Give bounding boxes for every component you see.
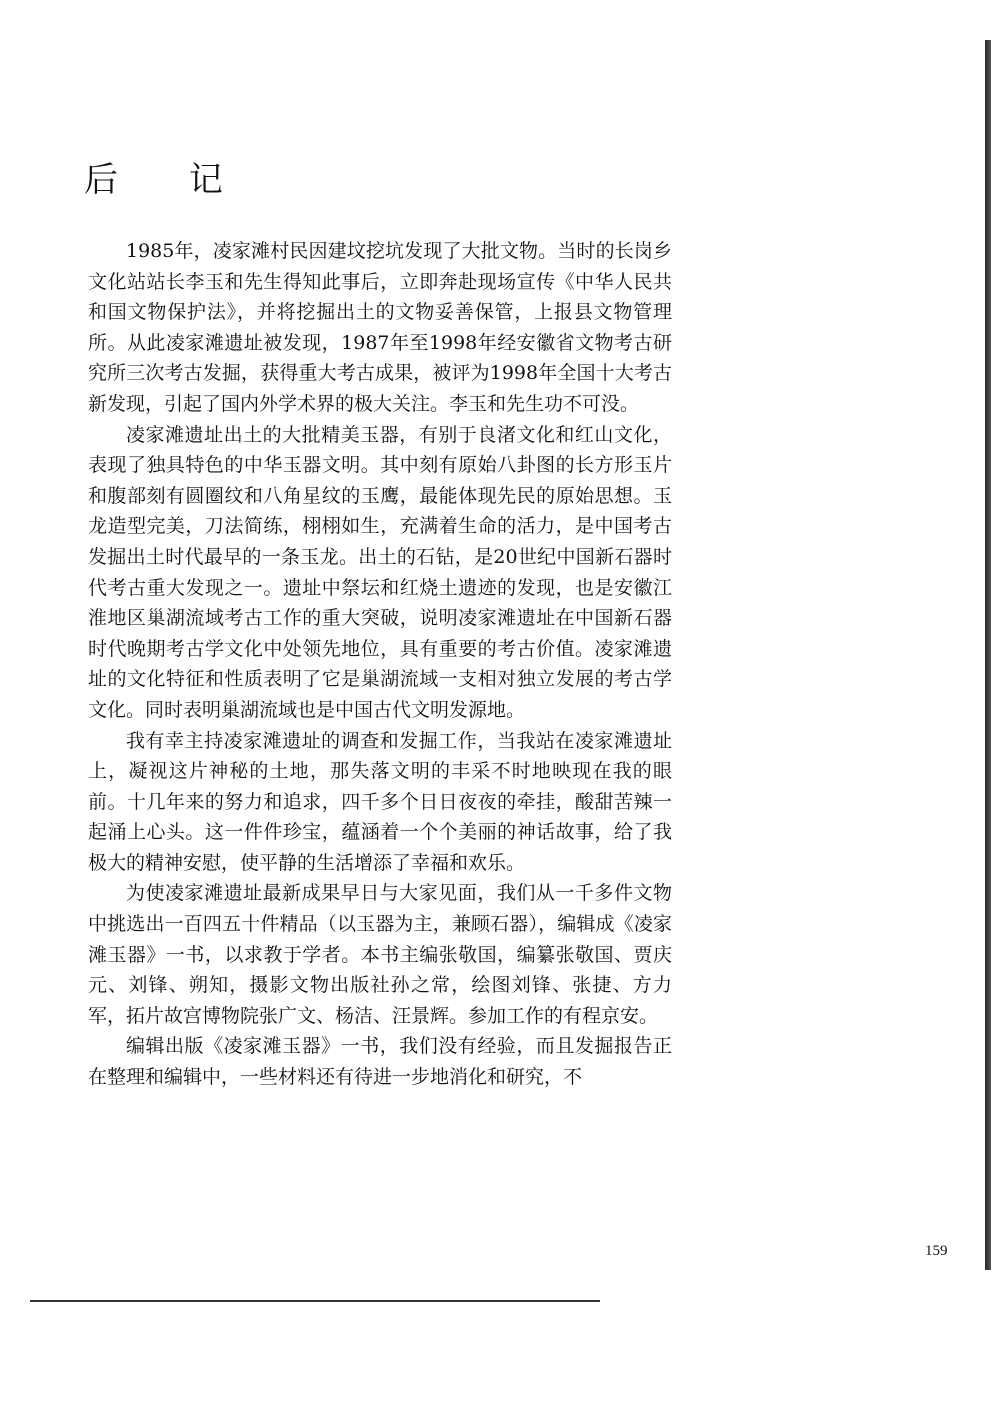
paragraph-3: 我有幸主持凌家滩遗址的调查和发掘工作，当我站在凌家滩遗址上，凝视这片神秘的土地，那失落文明的丰采不时地映现在我的眼前。十几年来的努力和追求，四千多个日日夜夜的牵挂，酸甜苦辣一起涌上心头。这一件件珍宝，蕴涵着一个个美丽的神话故事，给了我极大的精神安慰，使平静的生活增添了幸福和欢乐。 — [88, 729, 672, 874]
body-text — [88, 236, 672, 1093]
paragraph-5: 编辑出版《凌家滩玉器》一书，我们没有经验，而且发掘报告正在整理和编辑中，一些材料还有待进一步地消化和研究，不 — [88, 1035, 672, 1089]
paragraph-4: 为使凌家滩遗址最新成果早日与大家见面，我们从一千多件文物中挑选出一百四五十件精品（以玉器为主，兼顾石器），编辑成《凌家滩玉器》一书，以求教于学者。本书主编张敬国，编纂张敬国、贾庆元、刘锋、朔知，摄影文物出版社孙之常，绘图刘锋、张捷、方力军，拓片故宫博物院张广文、杨洁、汪景辉。参加工作的有程京安。 — [88, 882, 672, 1027]
bottom-rule — [30, 1300, 600, 1302]
paragraph-2: 凌家滩遗址出土的大批精美玉器，有别于良渚文化和红山文化，表现了独具特色的中华玉器文明。其中刻有原始八卦图的长方形玉片和腹部刻有圆圈纹和八角星纹的玉鹰，最能体现先民的原始思想。玉龙造型完美，刀法简练，栩栩如生，充满着生命的活力，是中国考古发掘出土时代最早的一条玉龙。出土的石钻，是20世纪中国新石器时代考古重大发现之一。遗址中祭坛和红烧土遗迹的发现，也是安徽江淮地区巢湖流域考古工作的重大突破，说明凌家滩遗址在中国新石器时代晚期考古学文化中处领先地位，具有重要的考古价值。凌家滩遗址的文化特征和性质表明了它是巢湖流域一支相对独立发展的考古学文化。同时表明巢湖流域也是中国古代文明发源地。 — [88, 423, 672, 721]
page-number: 159 — [925, 1243, 948, 1259]
scan-edge — [985, 40, 991, 1270]
paragraph-1: 1985年，凌家滩村民因建坟挖坑发现了大批文物。当时的长岗乡文化站站长李玉和先生得知此事后，立即奔赴现场宣传《中华人民共和国文物保护法》，并将挖掘出土的文物妥善保管，上报县文物管理所。从此凌家滩遗址被发现，1987年至1998年经安徽省文物考古研究所三次考古发掘，获得重大考古成果，被评为1998年全国十大考古新发现，引起了国内外学术界的极大关注。李玉和先生功不可没。 — [88, 240, 672, 415]
page-title: 后 记 — [84, 160, 253, 200]
